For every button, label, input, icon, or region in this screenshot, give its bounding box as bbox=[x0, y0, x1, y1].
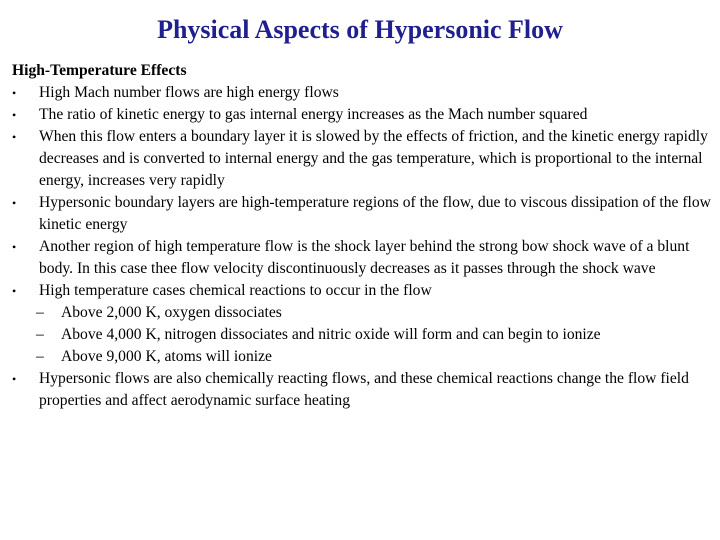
sub-bullet-item bbox=[12, 302, 712, 324]
bullet-item bbox=[12, 82, 712, 104]
bullet-glyph: • bbox=[12, 196, 17, 210]
sub-bullet-text: Above 4,000 K, nitrogen dissociates and nitric oxide will form and can begin to ionize bbox=[61, 326, 601, 343]
bullet-glyph: • bbox=[12, 86, 17, 100]
bullet-item bbox=[12, 280, 712, 302]
bullet-item bbox=[12, 368, 712, 412]
slide-content bbox=[12, 60, 712, 412]
sub-bullet-item bbox=[12, 346, 712, 368]
bullet-list bbox=[12, 82, 712, 302]
sub-bullet-item bbox=[12, 324, 712, 346]
bullet-glyph: • bbox=[12, 108, 17, 122]
section-heading: High-Temperature Effects bbox=[12, 62, 187, 79]
sub-bullet-text: Above 9,000 K, atoms will ionize bbox=[61, 348, 272, 365]
bullet-item bbox=[12, 192, 712, 236]
bullet-text: Hypersonic boundary layers are high-temperature regions of the flow, due to viscous dissipation of the flow kinetic energy bbox=[39, 194, 711, 233]
bullet-item bbox=[12, 236, 712, 280]
dash-glyph: – bbox=[36, 304, 44, 321]
slide-title: Physical Aspects of Hypersonic Flow bbox=[157, 15, 563, 44]
dash-glyph: – bbox=[36, 326, 44, 343]
bullet-text: High temperature cases chemical reactions to occur in the flow bbox=[39, 282, 432, 299]
bullet-glyph: • bbox=[12, 240, 17, 254]
bullet-text: Another region of high temperature flow is the shock layer behind the strong bow shock wave of a blunt body. In this case thee flow velocity discontinuously decreases as it passes through the shock wave bbox=[39, 238, 690, 277]
bullet-list-continued bbox=[12, 368, 712, 412]
bullet-item bbox=[12, 126, 712, 192]
bullet-text: Hypersonic flows are also chemically reacting flows, and these chemical reactions change the flow field properties and affect aerodynamic surface heating bbox=[39, 370, 689, 409]
bullet-item bbox=[12, 104, 712, 126]
bullet-glyph: • bbox=[12, 130, 17, 144]
bullet-text: High Mach number flows are high energy flows bbox=[39, 84, 339, 101]
bullet-glyph: • bbox=[12, 284, 17, 298]
dash-glyph: – bbox=[36, 348, 44, 365]
bullet-glyph: • bbox=[12, 372, 17, 386]
bullet-text: The ratio of kinetic energy to gas internal energy increases as the Mach number squared bbox=[39, 106, 588, 123]
sub-bullet-list bbox=[12, 302, 712, 368]
sub-bullet-text: Above 2,000 K, oxygen dissociates bbox=[61, 304, 282, 321]
bullet-text: When this flow enters a boundary layer it is slowed by the effects of friction, and the kinetic energy rapidly decreases and is converted to internal energy and the gas temperature, which is proportional to the internal energy, increases very rapidly bbox=[39, 128, 708, 189]
